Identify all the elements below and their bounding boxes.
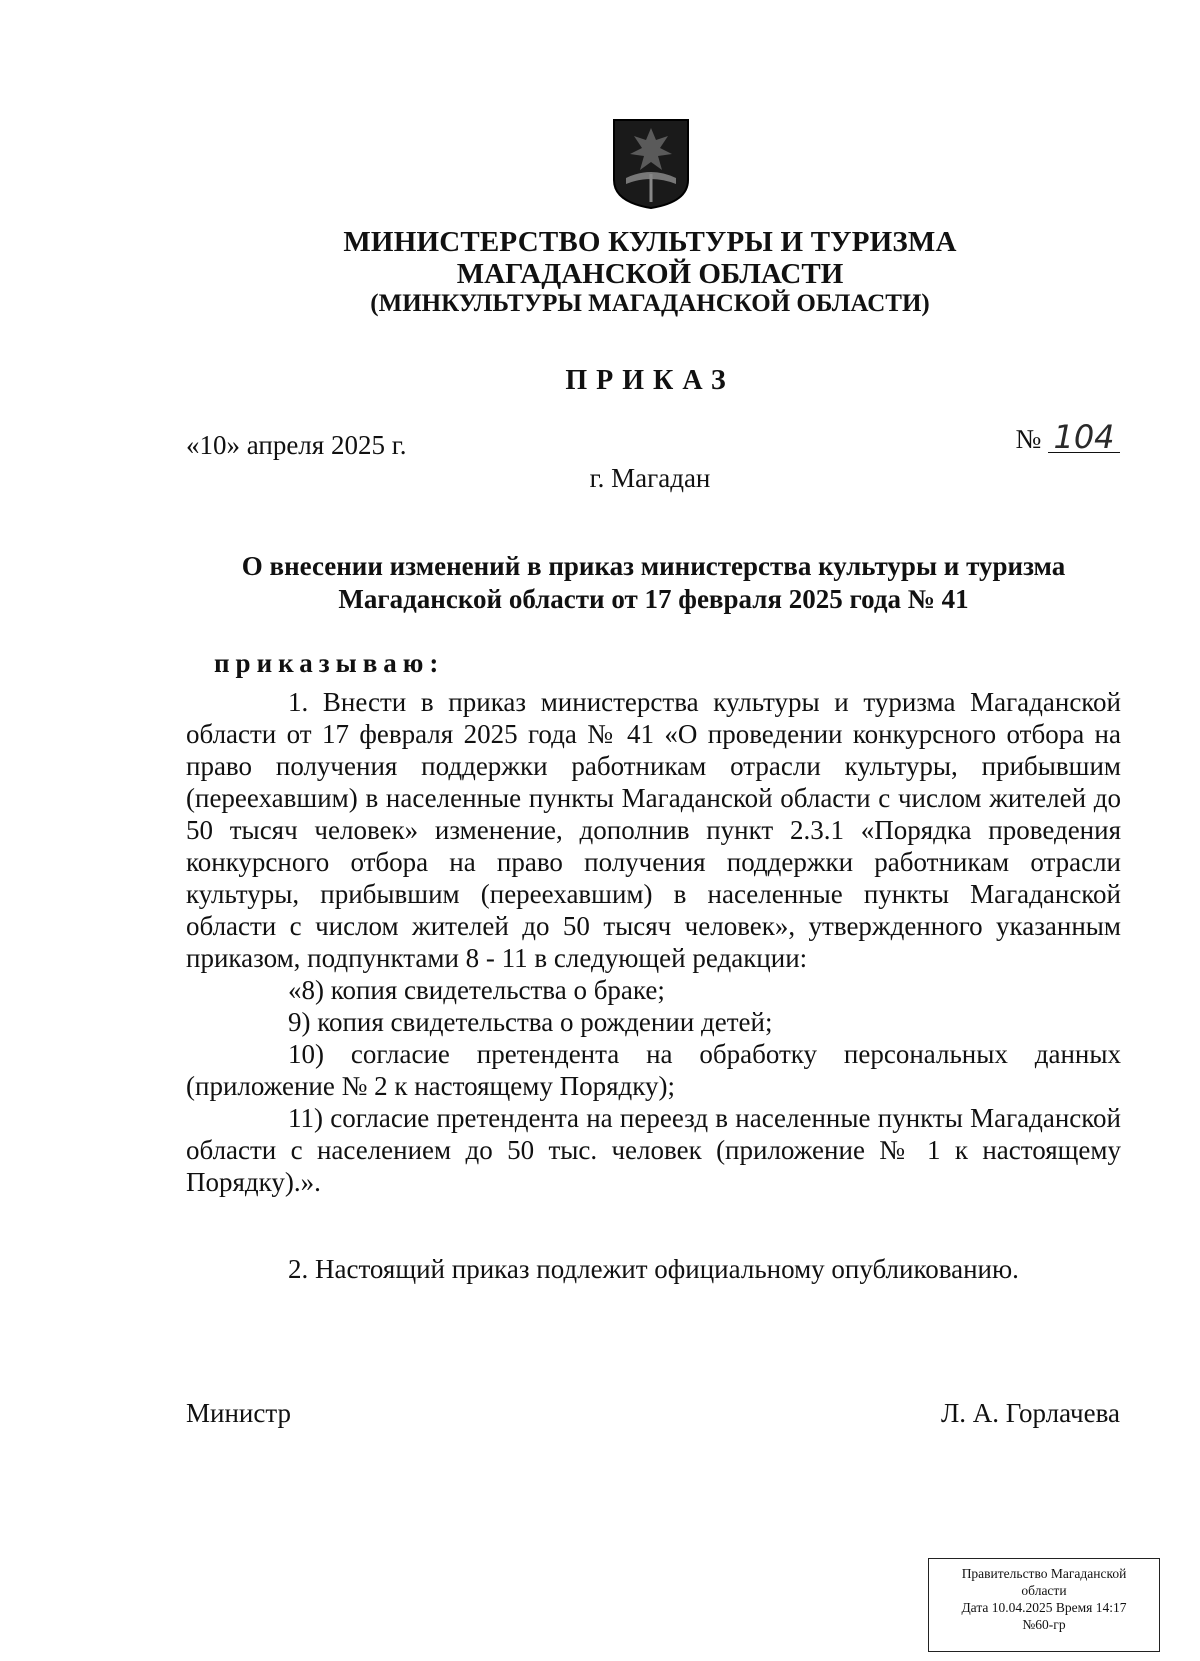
paragraph-2: 2. Настоящий приказ подлежит официальному опубликованию. [288, 1254, 1019, 1284]
subject-line2: Магаданской области от 17 февраля 2025 года № 41 [338, 584, 969, 614]
ministry-name-line1: МИНИСТЕРСТВО КУЛЬТУРЫ И ТУРИЗМА [343, 226, 957, 258]
subitem-10: 10) согласие претендента на обработку персональных данных (приложение № 2 к настоящему Порядку); [186, 1039, 1121, 1101]
handwritten-number: 104 [1048, 422, 1120, 453]
order-body [186, 686, 1121, 1198]
registration-stamp [928, 1558, 1160, 1652]
coat-of-arms-emblem [612, 118, 690, 210]
subitem-11: 11) согласие претендента на переезд в населенные пункты Магаданской области с населением до 50 тыс. человек (приложение № 1 к настоящему Порядку).». [186, 1103, 1121, 1197]
document-title: ПРИКАЗ [565, 365, 735, 396]
order-subject [186, 550, 1121, 616]
order-number [1015, 418, 1120, 456]
number-label: № [1015, 424, 1042, 454]
ministry-abbreviation: (МИНКУЛЬТУРЫ МАГАДАНСКОЙ ОБЛАСТИ) [370, 290, 930, 317]
ministry-name-line2: МАГАДАНСКОЙ ОБЛАСТИ [456, 258, 844, 290]
stamp-line4: №60-гр [1022, 1617, 1066, 1632]
signer-name: Л. А. Горлачева [940, 1398, 1120, 1428]
subitem-9: 9) копия свидетельства о рождении детей; [288, 1007, 773, 1037]
signer-position: Министр [186, 1398, 291, 1428]
paragraph-1: 1. Внести в приказ министерства культуры и туризма Магаданской области от 17 февраля 2025 года № 41 «О проведении конкурсного отбора на право получения поддержки работникам отрасли культуры, прибывшим (переехавшим) в населенные пункты Магаданской области с числом жителей до 50 тысяч человек» изменение, дополнив пункт 2.3.1 «Порядка проведения конкурсного отбора на право получения поддержки работникам отрасли культуры, прибывшим (переехавшим) в населенные пункты Магаданской области с числом жителей до 50 тысяч человек», утвержденного указанным приказом, подпунктами 8 - 11 в следующей редакции: [186, 687, 1121, 973]
order-date: «10» апреля 2025 г. [186, 430, 407, 460]
stamp-line2: области [1021, 1583, 1067, 1598]
subitem-8: «8) копия свидетельства о браке; [288, 975, 665, 1005]
stamp-line3: Дата 10.04.2025 Время 14:17 [961, 1600, 1127, 1615]
subject-line1: О внесении изменений в приказ министерства культуры и туризма [241, 551, 1066, 581]
stamp-line1: Правительство Магаданской [961, 1566, 1127, 1581]
city: г. Магадан [589, 463, 711, 493]
order-word: приказываю: [214, 648, 445, 678]
